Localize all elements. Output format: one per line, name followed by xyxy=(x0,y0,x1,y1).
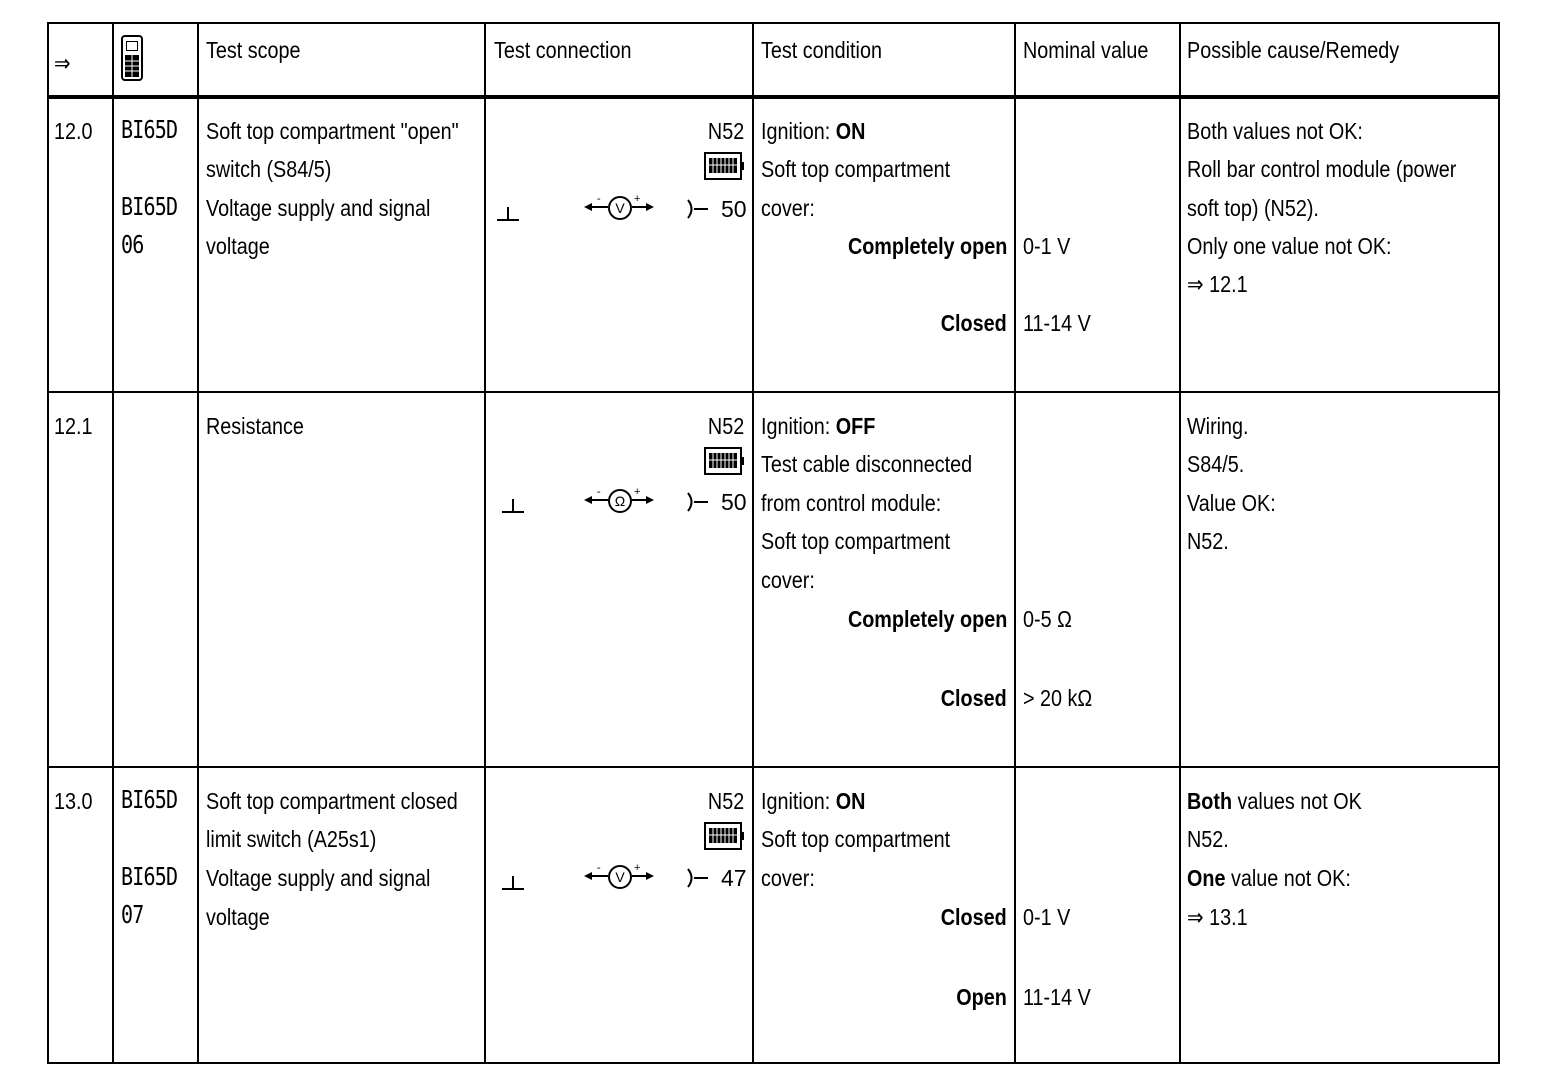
control-module-icon xyxy=(704,152,744,182)
scope-line: Voltage supply and signal xyxy=(206,865,431,891)
ignition-state: ON xyxy=(835,788,866,814)
module-label: N52 xyxy=(707,788,744,814)
row-divider xyxy=(47,766,1500,768)
ground-icon xyxy=(497,207,519,221)
ignition-label: Ignition: xyxy=(761,413,836,439)
fault-code: 06 xyxy=(121,230,144,259)
control-module-icon xyxy=(704,822,744,852)
pin-connector-icon xyxy=(686,867,710,889)
condition-line: from control module: xyxy=(761,490,942,516)
nominal-value: 0-1 V xyxy=(1023,904,1071,930)
cause-line: S84/5. xyxy=(1187,451,1245,477)
condition-ignition xyxy=(761,407,875,446)
pin-connector-icon xyxy=(686,491,710,513)
meter-symbol: Ω xyxy=(614,493,626,509)
cause-line: N52. xyxy=(1187,528,1229,554)
meter-minus: - xyxy=(597,193,601,205)
fault-code: BI65D xyxy=(121,862,178,891)
voltmeter-icon xyxy=(584,192,654,222)
column-divider xyxy=(752,22,754,1064)
ground-icon xyxy=(502,876,524,890)
nominal-value: 0-5 Ω xyxy=(1023,606,1072,632)
handheld-tester-icon xyxy=(120,35,144,81)
header-arrow: ⇒ xyxy=(54,50,71,76)
row-divider xyxy=(47,391,1500,393)
ignition-state: ON xyxy=(835,118,866,144)
pin-number: 47 xyxy=(721,865,747,891)
fault-code: 07 xyxy=(121,900,144,929)
scope-line: Resistance xyxy=(206,413,304,439)
column-divider xyxy=(197,22,199,1064)
ignition-state: OFF xyxy=(835,413,876,439)
condition-line: cover: xyxy=(761,865,815,891)
ignition-label: Ignition: xyxy=(761,788,836,814)
header-test-connection: Test connection xyxy=(494,37,632,63)
cause-line: N52. xyxy=(1187,826,1229,852)
condition-line: cover: xyxy=(761,567,815,593)
cause-line: Only one value not OK: xyxy=(1187,233,1392,259)
condition-ignition xyxy=(761,782,865,821)
cause-line: Both values not OK: xyxy=(1187,118,1363,144)
condition-state: Completely open xyxy=(847,606,1007,632)
pin-number: 50 xyxy=(721,489,747,515)
module-label: N52 xyxy=(707,118,744,144)
header-nominal-value: Nominal value xyxy=(1023,37,1149,63)
condition-line: Test cable disconnected xyxy=(761,451,973,477)
pin-number: 50 xyxy=(721,196,747,222)
scope-line: Soft top compartment closed xyxy=(206,788,458,814)
ignition-label: Ignition: xyxy=(761,118,836,144)
condition-state: Closed xyxy=(941,685,1007,711)
column-divider xyxy=(1014,22,1016,1064)
nominal-value: 0-1 V xyxy=(1023,233,1071,259)
cause-bold: Both xyxy=(1187,788,1233,814)
condition-line: Soft top compartment xyxy=(761,156,951,182)
fault-code: BI65D xyxy=(121,115,178,144)
meter-minus: - xyxy=(597,486,601,498)
header-test-scope: Test scope xyxy=(206,37,301,63)
meter-plus: + xyxy=(634,193,641,205)
column-divider xyxy=(1179,22,1181,1064)
condition-line: Soft top compartment xyxy=(761,528,951,554)
fault-code: BI65D xyxy=(121,192,178,221)
nominal-value: > 20 kΩ xyxy=(1023,685,1093,711)
meter-plus: + xyxy=(634,862,641,874)
nominal-value: 11-14 V xyxy=(1023,984,1091,1010)
condition-line: Soft top compartment xyxy=(761,826,951,852)
cause-text: value not OK: xyxy=(1225,865,1351,891)
condition-state: Closed xyxy=(941,310,1007,336)
meter-plus: + xyxy=(634,486,641,498)
scope-line: voltage xyxy=(206,233,270,259)
scope-line: switch (S84/5) xyxy=(206,156,332,182)
cause-line xyxy=(1187,859,1351,898)
column-divider xyxy=(484,22,486,1064)
meter-symbol: V xyxy=(615,869,625,885)
scope-line: Voltage supply and signal xyxy=(206,195,431,221)
cause-text: values not OK xyxy=(1232,788,1362,814)
nominal-value: 11-14 V xyxy=(1023,310,1091,336)
header-test-condition: Test condition xyxy=(761,37,882,63)
cause-link: ⇒ 13.1 xyxy=(1187,904,1248,930)
condition-state: Closed xyxy=(941,904,1007,930)
step-number: 13.0 xyxy=(54,788,93,814)
cause-bold: One xyxy=(1187,865,1226,891)
meter-symbol: V xyxy=(615,200,625,216)
column-divider xyxy=(112,22,114,1064)
cause-line: Wiring. xyxy=(1187,413,1249,439)
cause-line: Roll bar control module (power xyxy=(1187,156,1457,182)
header-possible-cause: Possible cause/Remedy xyxy=(1187,37,1400,63)
cause-link: ⇒ 12.1 xyxy=(1187,271,1248,297)
meter-minus: - xyxy=(597,862,601,874)
scope-line: Soft top compartment "open" xyxy=(206,118,459,144)
pin-connector-icon xyxy=(686,198,710,220)
fault-code: BI65D xyxy=(121,785,178,814)
condition-ignition xyxy=(761,112,865,151)
cause-line: Value OK: xyxy=(1187,490,1276,516)
voltmeter-icon xyxy=(584,861,654,891)
condition-line: cover: xyxy=(761,195,815,221)
ground-icon xyxy=(502,499,524,513)
scope-line: voltage xyxy=(206,904,270,930)
cause-line xyxy=(1187,782,1362,821)
header-divider xyxy=(47,95,1500,99)
step-number: 12.1 xyxy=(54,413,93,439)
module-label: N52 xyxy=(707,413,744,439)
control-module-icon xyxy=(704,447,744,477)
scope-line: limit switch (A25s1) xyxy=(206,826,377,852)
condition-state: Completely open xyxy=(847,233,1007,259)
step-number: 12.0 xyxy=(54,118,93,144)
cause-line: soft top) (N52). xyxy=(1187,195,1319,221)
ohmmeter-icon xyxy=(584,485,654,515)
condition-state: Open xyxy=(956,984,1007,1010)
